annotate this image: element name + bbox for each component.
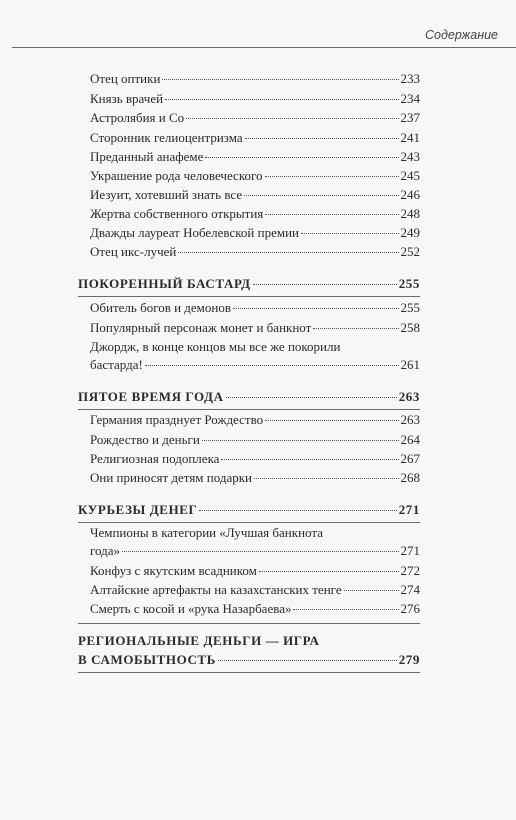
dot-leader (186, 118, 398, 119)
dot-leader (199, 510, 396, 511)
entry-title: Смерть с косой и «рука Назарбаева» (90, 601, 292, 616)
toc-entry[interactable] (90, 300, 420, 316)
entry-title: Сторонник гелиоцентризма (90, 130, 243, 145)
entry-title: Преданный анафеме (90, 149, 204, 164)
entry-page: 261 (400, 357, 420, 372)
toc-entry[interactable] (90, 320, 420, 336)
entry-title: Алтайские артефакты на казахстанских тенге (90, 582, 342, 597)
toc-entry[interactable] (90, 71, 420, 87)
section-title: ПЯТОЕ ВРЕМЯ ГОДА (78, 389, 224, 404)
header-rule (12, 47, 516, 48)
dot-leader (226, 397, 397, 398)
dot-leader (145, 365, 399, 366)
toc-entry[interactable] (90, 582, 420, 598)
entry-title: Астролябия и Со (90, 110, 185, 125)
dot-leader (265, 420, 398, 421)
dot-leader (233, 308, 398, 309)
toc-entry[interactable] (90, 470, 420, 486)
toc-entry[interactable] (90, 563, 420, 579)
entry-title-line1: Джордж, в конце концов мы все же покорили (90, 339, 341, 354)
entry-title: Отец икс-лучей (90, 244, 177, 259)
dot-leader (245, 138, 399, 139)
entry-title: Дважды лауреат Нобелевской премии (90, 225, 299, 240)
dot-leader (254, 478, 398, 479)
entry-page: 248 (400, 206, 420, 221)
entry-title: Иезуит, хотевший знать все (90, 187, 243, 202)
entry-title: Украшение рода человеческого (90, 168, 263, 183)
toc-entry[interactable] (90, 187, 420, 203)
entry-page: 267 (400, 451, 420, 466)
entry-page: 233 (400, 71, 420, 86)
dot-leader (265, 214, 398, 215)
toc-entry[interactable] (90, 244, 420, 260)
entry-page: 274 (400, 582, 420, 597)
entry-page: 245 (400, 168, 420, 183)
entry-title: бастарда! (90, 357, 143, 372)
entry-page: 276 (400, 601, 420, 616)
toc-entry[interactable] (90, 130, 420, 146)
entry-page: 252 (400, 244, 420, 259)
entry-page: 249 (400, 225, 420, 240)
toc-entry[interactable] (90, 110, 420, 126)
toc-section[interactable] (78, 652, 420, 673)
dot-leader (218, 660, 397, 661)
entry-page: 272 (400, 563, 420, 578)
section-title-line1: РЕГИОНАЛЬНЫЕ ДЕНЬГИ — ИГРА (78, 633, 320, 648)
dot-leader (301, 233, 399, 234)
dot-leader (313, 328, 398, 329)
entry-title: Обитель богов и демонов (90, 300, 232, 315)
entry-page: 268 (400, 470, 420, 485)
entry-page: 237 (400, 110, 420, 125)
toc-entry[interactable] (90, 206, 420, 222)
entry-title: Популярный персонаж монет и банкнот (90, 320, 312, 335)
dot-leader (162, 79, 398, 80)
running-header: Содержание (425, 28, 498, 42)
entry-title: Германия празднует Рождество (90, 412, 264, 427)
entry-page: 234 (400, 91, 420, 106)
toc-entry[interactable] (90, 225, 420, 241)
entry-page: 271 (400, 543, 420, 558)
entry-page: 263 (400, 412, 420, 427)
entry-page: 258 (400, 320, 420, 335)
entry-title: Рождество и деньги (90, 432, 200, 447)
section-title: ПОКОРЕННЫЙ БАСТАРД (78, 276, 251, 291)
entry-title: Князь врачей (90, 91, 164, 106)
toc-section[interactable] (78, 502, 420, 523)
dot-leader (122, 551, 398, 552)
entry-title: Они приносят детям подарки (90, 470, 253, 485)
toc-entry[interactable] (90, 168, 420, 184)
dot-leader (178, 252, 398, 253)
dot-leader (344, 590, 399, 591)
entry-title: года» (90, 543, 121, 558)
entry-title: Жертва собственного открытия (90, 206, 264, 221)
section-page: 263 (398, 389, 420, 404)
section-title: КУРЬЕЗЫ ДЕНЕГ (78, 502, 198, 517)
entry-page: 243 (400, 149, 420, 164)
toc-entry[interactable] (90, 543, 420, 559)
toc-entry[interactable] (90, 601, 420, 617)
entry-page: 241 (400, 130, 420, 145)
dot-leader (265, 176, 399, 177)
dot-leader (293, 609, 398, 610)
entry-page: 264 (400, 432, 420, 447)
entry-title-line1: Чемпионы в категории «Лучшая банкнота (90, 525, 323, 540)
toc-section[interactable] (78, 276, 420, 297)
toc-section[interactable] (78, 389, 420, 410)
dot-leader (205, 157, 398, 158)
dot-leader (259, 571, 399, 572)
toc-entry[interactable] (90, 412, 420, 428)
section-page: 271 (398, 502, 420, 517)
toc-entry[interactable] (90, 357, 420, 373)
entry-title: Конфуз с якутским всадником (90, 563, 257, 578)
toc-entry[interactable] (90, 149, 420, 165)
section-page: 279 (398, 652, 420, 667)
dot-leader (253, 284, 397, 285)
toc-entry[interactable] (90, 451, 420, 467)
toc-entry[interactable] (90, 432, 420, 448)
section-divider (78, 623, 420, 624)
dot-leader (165, 99, 398, 100)
entry-title: Религиозная подоплека (90, 451, 220, 466)
entry-page: 246 (400, 187, 420, 202)
dot-leader (244, 195, 398, 196)
section-title: В САМОБЫТНОСТЬ (78, 652, 216, 667)
dot-leader (202, 440, 399, 441)
entry-title: Отец оптики (90, 71, 161, 86)
toc-entry[interactable] (90, 91, 420, 107)
dot-leader (221, 459, 398, 460)
entry-page: 255 (400, 300, 420, 315)
section-page: 255 (398, 276, 420, 291)
